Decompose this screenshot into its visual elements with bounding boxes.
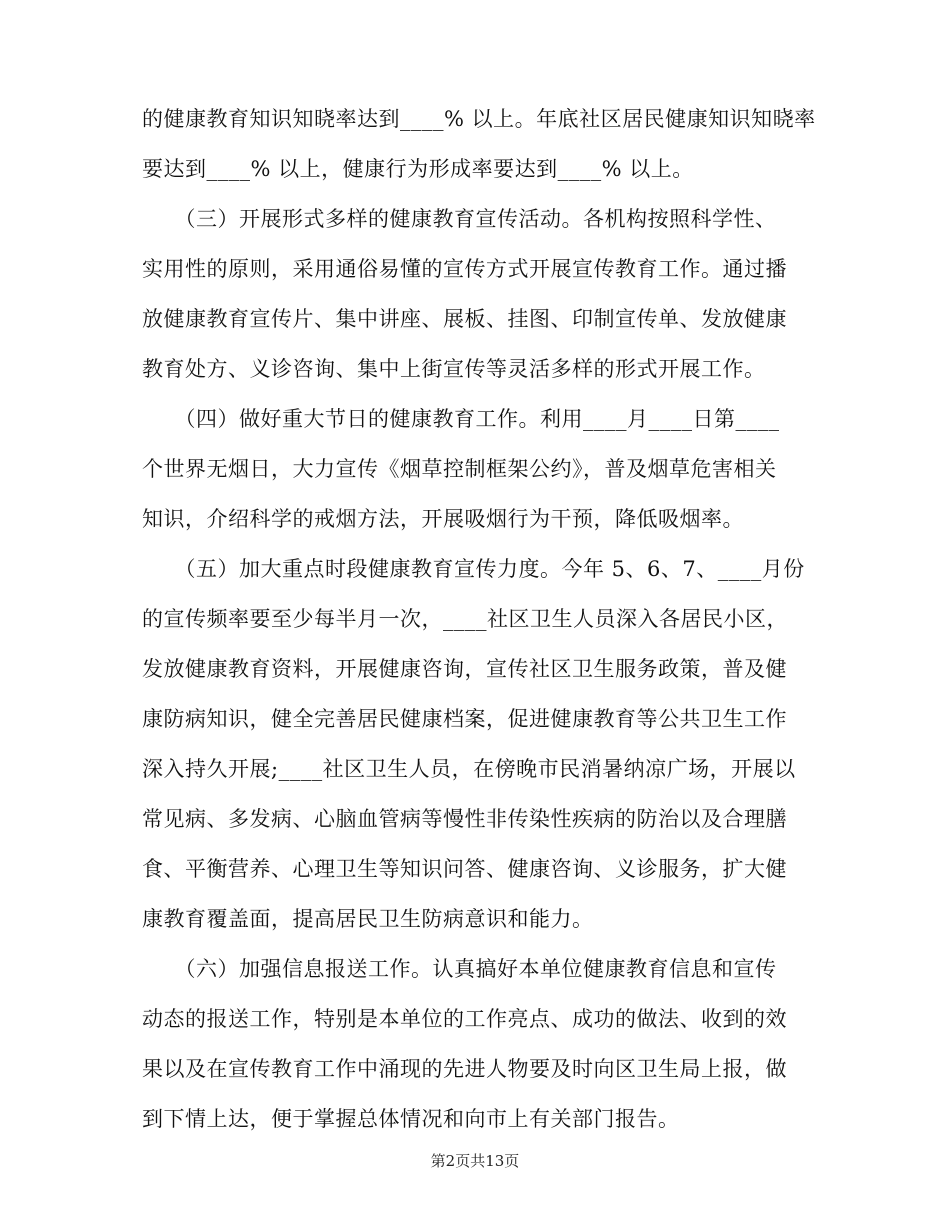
paragraph-4 — [142, 544, 822, 944]
text-line: 动态的报送工作，特别是本单位的工作亮点、成功的做法、收到的效 — [142, 1007, 787, 1031]
page-number-footer: 第2页共13页 — [430, 1152, 520, 1170]
text-line: 发放健康教育资料，开展健康咨询，宣传社区卫生服务政策，普及健 — [142, 657, 787, 681]
text-line: 康防病知识，健全完善居民健康档案，促进健康教育等公共卫生工作 — [142, 707, 787, 731]
paragraph-2 — [142, 194, 822, 394]
text-line: （五）加大重点时段健康教育宣传力度。今年 5、6、7、____月份 — [142, 557, 805, 581]
paragraph-3 — [142, 394, 822, 544]
text-line: 个世界无烟日，大力宣传《烟草控制框架公约》，普及烟草危害相关 — [142, 457, 777, 481]
text-line: （六）加强信息报送工作。认真搞好本单位健康教育信息和宣传 — [142, 957, 777, 981]
text-line: 要达到____% 以上，健康行为形成率要达到____% 以上。 — [142, 157, 694, 181]
text-line: 放健康教育宣传片、集中讲座、展板、挂图、印制宣传单、发放健康 — [142, 307, 787, 331]
text-line: 康教育覆盖面，提高居民卫生防病意识和能力。 — [142, 907, 594, 931]
document-body — [142, 94, 822, 1144]
text-line: 果以及在宣传教育工作中涌现的先进人物要及时向区卫生局上报，做 — [142, 1057, 787, 1081]
text-line: 食、平衡营养、心理卫生等知识问答、健康咨询、义诊服务，扩大健 — [142, 857, 787, 881]
text-line: 知识，介绍科学的戒烟方法，开展吸烟行为干预，降低吸烟率。 — [142, 507, 744, 531]
text-line: 的健康教育知识知晓率达到____% 以上。年底社区居民健康知识知晓率 — [142, 107, 816, 131]
text-line: （四）做好重大节日的健康教育工作。利用____月____日第____ — [142, 407, 780, 431]
text-line: 教育处方、义诊咨询、集中上街宣传等灵活多样的形式开展工作。 — [142, 357, 766, 381]
text-line: 实用性的原则，采用通俗易懂的宣传方式开展宣传教育工作。通过播 — [142, 257, 787, 281]
text-line: 深入持久开展;____社区卫生人员，在傍晚市民消暑纳凉广场，开展以 — [142, 757, 796, 781]
paragraph-5 — [142, 944, 822, 1144]
text-line: （三）开展形式多样的健康教育宣传活动。各机构按照科学性、 — [142, 207, 777, 231]
paragraph-1 — [142, 94, 822, 194]
text-line: 的宣传频率要至少每半月一次，____社区卫生人员深入各居民小区， — [142, 607, 788, 631]
text-line: 到下情上达，便于掌握总体情况和向市上有关部门报告。 — [142, 1107, 680, 1131]
text-line: 常见病、多发病、心脑血管病等慢性非传染性疾病的防治以及合理膳 — [142, 807, 787, 831]
